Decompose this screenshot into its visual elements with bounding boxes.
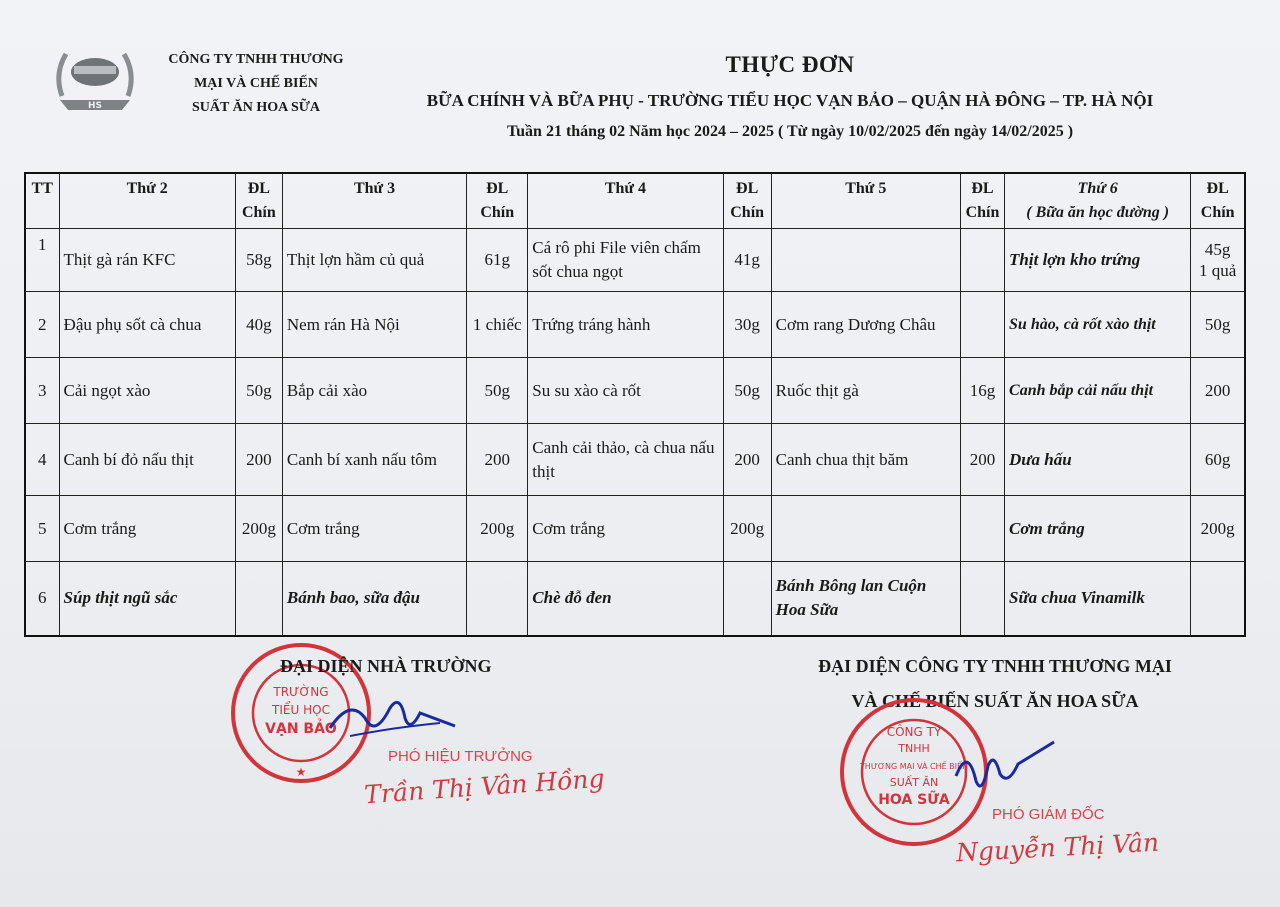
qty-thu2: 50g: [235, 358, 282, 424]
dish-thu3: Canh bí xanh nấu tôm: [282, 424, 466, 496]
dish-thu6: Cơm trắng: [1005, 496, 1191, 562]
qty-thu2: 200g: [235, 496, 282, 562]
qty-thu2: 200: [235, 424, 282, 496]
qty-thu2: [235, 562, 282, 636]
table-row: [25, 562, 1245, 636]
dish-thu4: Chè đỗ đen: [528, 562, 723, 636]
row-number: 4: [25, 424, 59, 496]
header-thu4: Thứ 4: [528, 173, 723, 229]
page-title: THỰC ĐƠN: [725, 52, 855, 77]
row-number: 3: [25, 358, 59, 424]
qty-thu6: 50g: [1191, 292, 1245, 358]
dish-thu3: Bắp cải xào: [282, 358, 466, 424]
qty-thu3: 1 chiếc: [467, 292, 528, 358]
qty-thu5: 200: [960, 424, 1004, 496]
dish-thu4: Su su xào cà rốt: [528, 358, 723, 424]
company-representative-title: ĐẠI DIỆN CÔNG TY TNHH THƯƠNG MẠI: [818, 656, 1172, 676]
dish-thu3: Nem rán Hà Nội: [282, 292, 466, 358]
dish-thu2: Canh bí đỏ nấu thịt: [59, 424, 235, 496]
dish-thu2: Súp thịt ngũ sắc: [59, 562, 235, 636]
header-dl: ĐL Chín: [960, 173, 1004, 229]
qty-thu4: [723, 562, 771, 636]
table-row: [25, 292, 1245, 358]
qty-thu3: 50g: [467, 358, 528, 424]
header-dl: ĐL Chín: [723, 173, 771, 229]
table-row: [25, 424, 1245, 496]
svg-text:TIỂU HỌC: TIỂU HỌC: [272, 703, 330, 717]
qty-thu5: [960, 292, 1004, 358]
qty-thu4: 200g: [723, 496, 771, 562]
qty-thu3: 200g: [467, 496, 528, 562]
dish-thu3: Thịt lợn hầm củ quả: [282, 229, 466, 292]
dish-thu5: Canh chua thịt băm: [771, 424, 960, 496]
school-signature: [320, 688, 460, 748]
company-line: SUẤT ĂN HOA SỮA: [192, 100, 320, 115]
svg-text:★: ★: [295, 765, 307, 779]
row-number: 5: [25, 496, 59, 562]
dish-thu6: Sữa chua Vinamilk: [1005, 562, 1191, 636]
dish-thu2: Đậu phụ sốt cà chua: [59, 292, 235, 358]
header-dl: ĐL Chín: [1191, 173, 1245, 229]
header-dl: ĐL Chín: [467, 173, 528, 229]
header-dl: ĐL Chín: [235, 173, 282, 229]
svg-text:VẠN BẢO: VẠN BẢO: [265, 721, 337, 737]
qty-thu6: 60g: [1191, 424, 1245, 496]
dish-thu2: Thịt gà rán KFC: [59, 229, 235, 292]
company-signer-name: Nguyễn Thị Vân: [955, 827, 1160, 868]
qty-thu3: [467, 562, 528, 636]
qty-thu4: 50g: [723, 358, 771, 424]
qty-thu4: 41g: [723, 229, 771, 292]
table-row: [25, 496, 1245, 562]
dish-thu5: Bánh Bông lan Cuộn Hoa Sữa: [771, 562, 960, 636]
dish-thu6: Thịt lợn kho trứng: [1005, 229, 1191, 292]
qty-thu5: 16g: [960, 358, 1004, 424]
header-thu6: Thứ 6 ( Bữa ăn học đường ): [1005, 173, 1191, 229]
svg-text:HOA SỮA: HOA SỮA: [878, 792, 950, 808]
company-line: CÔNG TY TNHH THƯƠNG: [168, 52, 344, 67]
qty-thu3: 61g: [467, 229, 528, 292]
week-range: Tuần 21 tháng 02 Năm học 2024 – 2025 ( Từ ngày 10/02/2025 đến ngày 14/02/2025 ): [506, 123, 1074, 140]
qty-thu6: 200: [1191, 358, 1245, 424]
dish-thu6: Canh bắp cải nấu thịt: [1005, 358, 1191, 424]
qty-thu5: [960, 562, 1004, 636]
table-row: [25, 229, 1245, 292]
company-logo: [52, 44, 138, 114]
dish-thu5: [771, 229, 960, 292]
qty-thu5: [960, 496, 1004, 562]
dish-thu5: Cơm rang Dương Châu: [771, 292, 960, 358]
school-role: PHÓ HIỆU TRƯỞNG: [388, 748, 533, 765]
company-signature: [948, 736, 1058, 798]
table-header-row: [25, 173, 1245, 229]
school-signer-name: Trần Thị Vân Hồng: [363, 763, 606, 810]
header-thu2: Thứ 2: [59, 173, 235, 229]
header-tt: TT: [25, 173, 59, 229]
header-thu3: Thứ 3: [282, 173, 466, 229]
qty-thu5: [960, 229, 1004, 292]
qty-thu6: 200g: [1191, 496, 1245, 562]
qty-thu3: 200: [467, 424, 528, 496]
dish-thu4: Canh cải thảo, cà chua nấu thịt: [528, 424, 723, 496]
row-number: 2: [25, 292, 59, 358]
qty-thu2: 40g: [235, 292, 282, 358]
dish-thu3: Bánh bao, sữa đậu: [282, 562, 466, 636]
svg-text:THƯƠNG MẠI VÀ CHẾ BIẾN: THƯƠNG MẠI VÀ CHẾ BIẾN: [859, 762, 969, 771]
svg-text:TRƯỜNG: TRƯỜNG: [273, 685, 329, 699]
dish-thu6: Su hào, cà rốt xào thịt: [1005, 292, 1191, 358]
header-thu5: Thứ 5: [771, 173, 960, 229]
svg-text:SUẤT ĂN: SUẤT ĂN: [889, 776, 939, 789]
dish-thu5: Ruốc thịt gà: [771, 358, 960, 424]
dish-thu4: Cơm trắng: [528, 496, 723, 562]
menu-table: [24, 172, 1246, 637]
table-row: [25, 358, 1245, 424]
qty-thu4: 200: [723, 424, 771, 496]
page-subtitle: BỮA CHÍNH VÀ BỮA PHỤ - TRƯỜNG TIỂU HỌC VẠN BẢO – QUẬN HÀ ĐÔNG – TP. HÀ NỘI: [426, 91, 1154, 110]
row-number: 6: [25, 562, 59, 636]
row-number: 1: [25, 229, 59, 292]
dish-thu2: Cải ngọt xào: [59, 358, 235, 424]
dish-thu6: Dưa hấu: [1005, 424, 1191, 496]
dish-thu2: Cơm trắng: [59, 496, 235, 562]
svg-text:HS: HS: [87, 101, 103, 111]
dish-thu4: Trứng tráng hành: [528, 292, 723, 358]
company-representative-title-2: VÀ CHẾ BIẾN SUẤT ĂN HOA SỮA: [851, 691, 1139, 711]
dish-thu3: Cơm trắng: [282, 496, 466, 562]
company-line: MẠI VÀ CHẾ BIẾN: [194, 76, 318, 91]
qty-thu4: 30g: [723, 292, 771, 358]
company-role: PHÓ GIÁM ĐỐC: [992, 806, 1105, 823]
dish-thu5: [771, 496, 960, 562]
school-representative-title: ĐẠI DIỆN NHÀ TRƯỜNG: [280, 656, 492, 676]
qty-thu6: 45g 1 quả: [1191, 229, 1245, 292]
qty-thu2: 58g: [235, 229, 282, 292]
dish-thu4: Cá rô phi File viên chấm sốt chua ngọt: [528, 229, 723, 292]
svg-text:TNHH: TNHH: [898, 742, 930, 755]
svg-text:CÔNG TY: CÔNG TY: [886, 725, 942, 739]
qty-thu6: [1191, 562, 1245, 636]
